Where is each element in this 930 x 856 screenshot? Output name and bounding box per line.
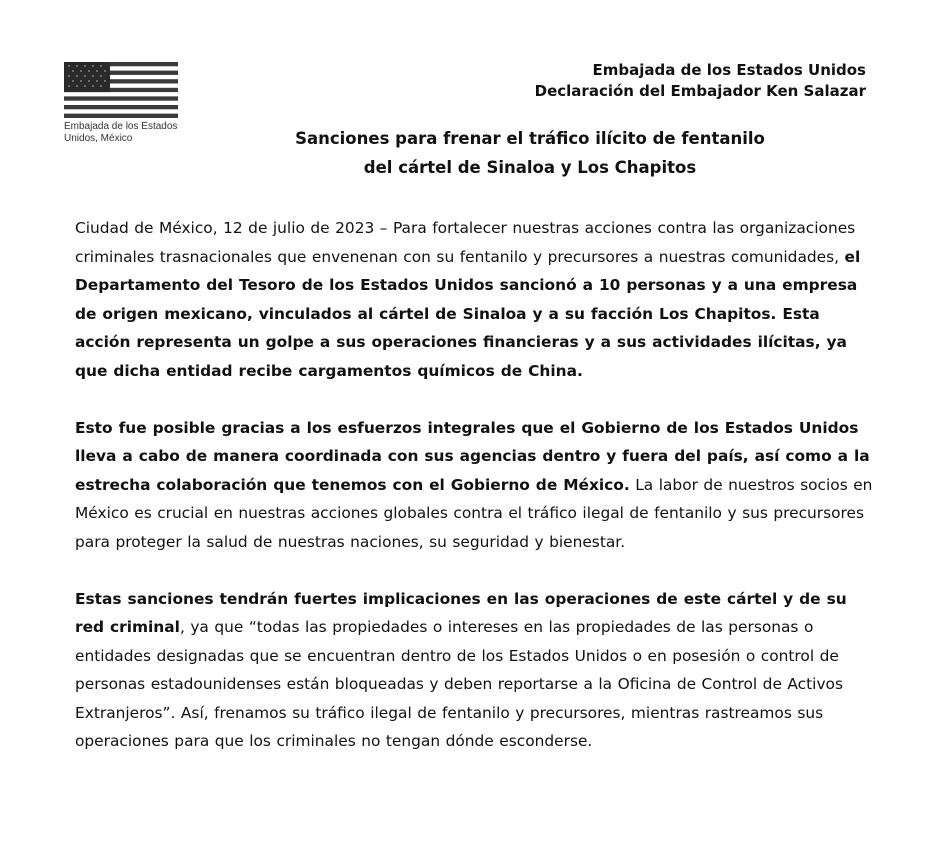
statement-body: [75, 214, 875, 784]
paragraph-1-bold: el Departamento del Tesoro de los Estados Unidos sancionó a 10 personas y a una empresa de origen mexicano, vinculados al cártel de Sinaloa y a su facción Los Chapitos. Esta acción representa un golpe a sus operaciones financieras y a sus actividades ilícitas, ya que dicha entidad recibe cargamentos químicos de China.: [75, 247, 861, 380]
embassy-logo: [64, 62, 180, 145]
paragraph-1-text: Ciudad de México, 12 de julio de 2023 – Para fortalecer nuestras acciones contra las organizaciones criminales trasnacionales que envenenan con su fentanilo y precursores a nuestras comunidades,: [75, 219, 856, 266]
paragraph-2: [75, 414, 875, 557]
title-line-2: del cártel de Sinaloa y Los Chapitos: [363, 158, 697, 177]
paragraph-2-bold: Esto fue posible gracias a los esfuerzos integrales que el Gobierno de los Estados Unidos lleva a cabo de manera coordinada con sus agencias dentro y fuera del país, así como a la estrecha colaboración que tenemos con el Gobierno de México.: [75, 418, 870, 494]
logo-caption: Embajada de los Estados Unidos, México: [64, 121, 178, 144]
paragraph-3-bold: Estas sanciones tendrán fuertes implicaciones en las operaciones de este cártel y de su red criminal: [75, 589, 847, 636]
paragraph-3: [75, 585, 875, 756]
embassy-name: Embajada de los Estados Unidos: [592, 61, 866, 79]
sender-block: [535, 60, 866, 102]
us-flag-icon: [64, 62, 178, 118]
title-line-1: Sanciones para frenar el tráfico ilícito de fentanilo: [295, 129, 765, 148]
statement-author: Declaración del Embajador Ken Salazar: [534, 82, 866, 100]
paragraph-2-text: La labor de nuestros socios en México es crucial en nuestras acciones globales contra el tráfico ilegal de fentanilo y sus precursores para proteger la salud de nuestras naciones, su seguridad y bienestar.: [75, 475, 873, 551]
paragraph-3-text: , ya que “todas las propiedades o intereses en las propiedades de las personas o entidades designadas que se encuentran dentro de los Estados Unidos o en posesión o control de personas estadounidenses están bloqueadas y deben reportarse a la Oficina de Control de Activos Extranjeros”. Así, frenamos su tráfico ilegal de fentanilo y precursores, mientras rastreamos sus operaciones para que los criminales no tengan dónde esconderse.: [75, 618, 843, 750]
statement-title: [190, 124, 870, 182]
paragraph-1: [75, 214, 875, 385]
